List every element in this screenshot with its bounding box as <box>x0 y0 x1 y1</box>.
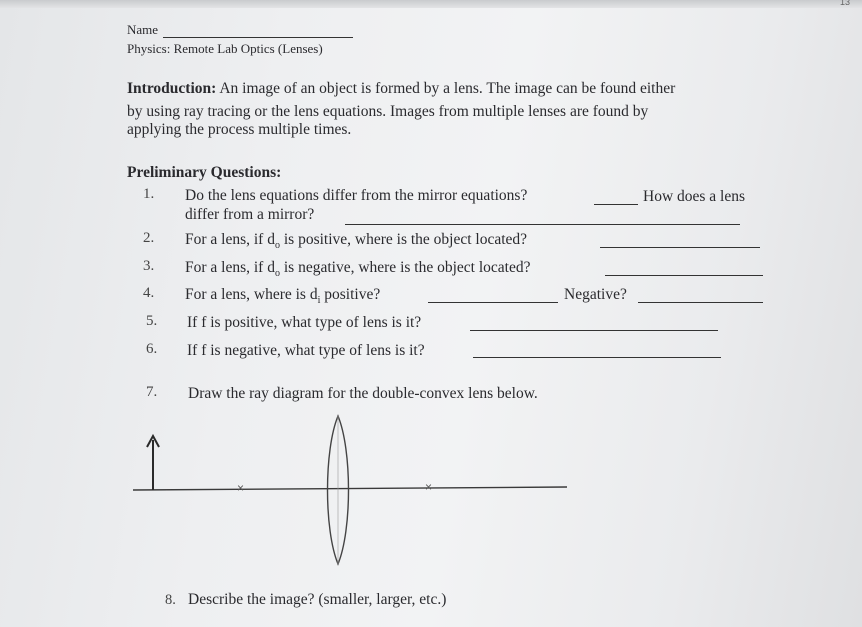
focal-point-right: × <box>425 480 433 494</box>
q5-number: 5. <box>146 313 158 329</box>
optical-axis <box>133 487 567 490</box>
intro-line-2: by using ray tracing or the lens equations. Images from multiple lenses are found by <box>127 103 649 120</box>
focal-point-left: × <box>237 481 245 495</box>
q2-text: For a lens, if $d_o$ is positive, where is the object located? <box>185 231 528 252</box>
q4-text: For a lens, where is $d_i$ positive? <box>185 286 381 307</box>
q5-text: If f is positive, what type of lens is it? <box>187 314 422 331</box>
q3-number: 3. <box>143 258 155 274</box>
q8-number: 8. <box>165 592 176 608</box>
q8-text: Describe the image? (smaller, larger, etc.) <box>188 591 447 608</box>
course-title: Physics: Remote Lab Optics (Lenses) <box>127 41 323 56</box>
q1-number: 1. <box>143 186 155 202</box>
q2-number: 2. <box>143 230 155 246</box>
q1-text-c: differ from a mirror? <box>185 206 315 223</box>
intro-text-1: An image of an object is formed by a lens. The image can be found either <box>219 80 676 97</box>
corner-text: 13 <box>839 0 850 7</box>
intro-line-3: applying the process multiple times. <box>127 121 352 138</box>
q1-text: Do the lens equations differ from the mirror equations? <box>185 187 528 204</box>
q6-number: 6. <box>146 341 158 357</box>
q1-text-b: How does a lens <box>643 188 746 205</box>
q7-number: 7. <box>146 384 158 400</box>
q6-text: If f is negative, what type of lens is it? <box>187 342 425 359</box>
q3-text: For a lens, if $d_o$ is negative, where is the object located? <box>185 259 531 280</box>
intro-label: Introduction: <box>127 80 217 97</box>
name-label: Name <box>127 22 159 37</box>
q4-text-negative: Negative? <box>564 286 627 303</box>
q4-number: 4. <box>143 285 155 301</box>
prelim-heading: Preliminary Questions: <box>127 164 282 181</box>
q7-text: Draw the ray diagram for the double-convex lens below. <box>188 385 538 402</box>
